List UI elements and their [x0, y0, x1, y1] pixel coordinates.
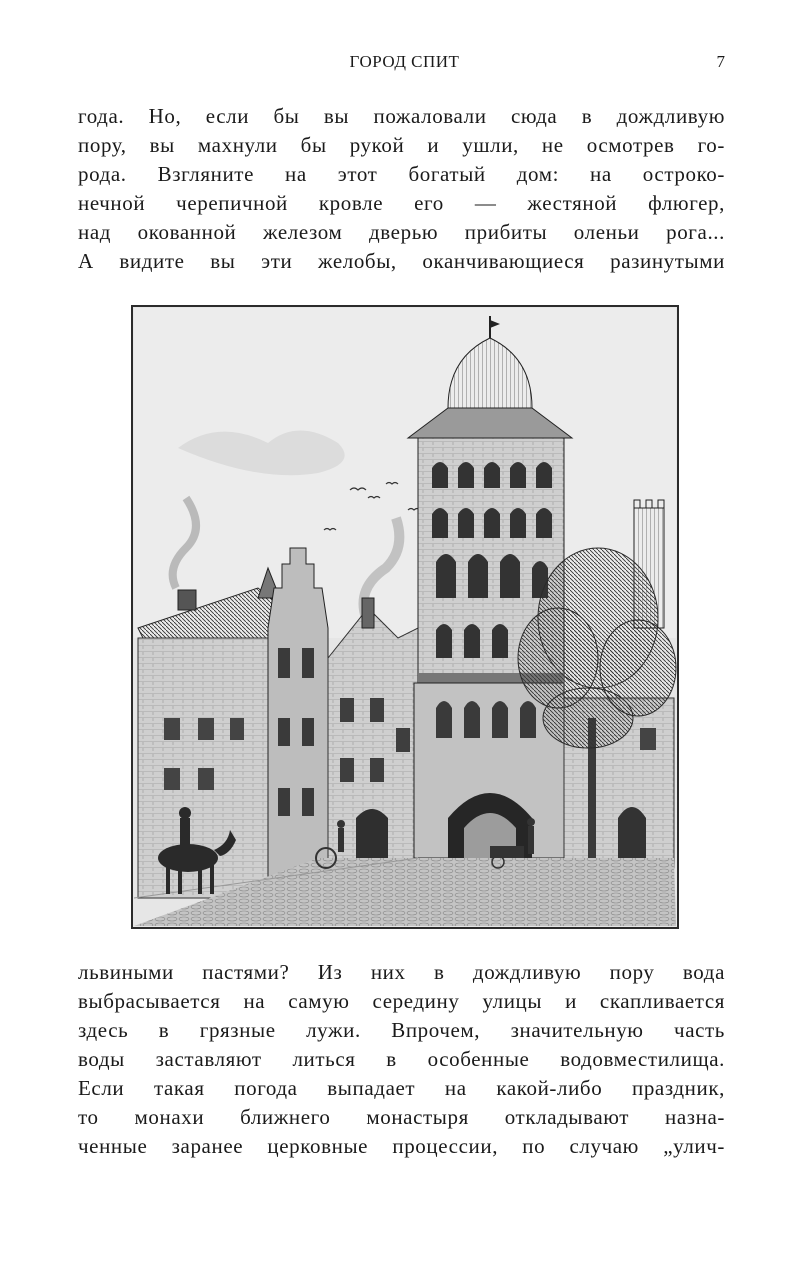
text-line: выбрасывается на самую середину улицы и скапливается [78, 989, 725, 1013]
text-line: нечной черепичной кровле его — жестяной флюгер, [78, 191, 725, 215]
running-head [0, 52, 809, 74]
text-line: рода. Взгляните на этот богатый дом: на остроко- [78, 162, 725, 186]
running-title: ГОРОД СПИТ [349, 52, 460, 71]
text-line: Если такая погода выпадает на какой-либо праздник, [78, 1076, 725, 1100]
text-line: над окованной железом дверью прибиты оленьи рога... [78, 220, 725, 244]
page-number: 7 [716, 52, 725, 71]
text-line: ченные заранее церковные процессии, по случаю „улич- [78, 1134, 725, 1158]
text-line: пору, вы махнули бы рукой и ушли, не осмотрев го- [78, 133, 725, 157]
text-line: здесь в грязные лужи. Впрочем, значительную часть [78, 1018, 725, 1042]
text-line: то монахи ближнего монастыря откладывают назна- [78, 1105, 725, 1129]
text-line: А видите вы эти желобы, оканчивающиеся разинутыми [78, 249, 725, 273]
text-line: воды заставляют литься в особенные водовместилища. [78, 1047, 725, 1071]
engraving-illustration [118, 298, 688, 948]
text-line: года. Но, если бы вы пожаловали сюда в дождливую [78, 104, 725, 128]
stepped-gable-house [268, 548, 328, 898]
paragraph-bottom [78, 958, 725, 1161]
paragraph-top [78, 102, 725, 276]
text-line: львиными пастями? Из них в дождливую пору вода [78, 960, 725, 984]
